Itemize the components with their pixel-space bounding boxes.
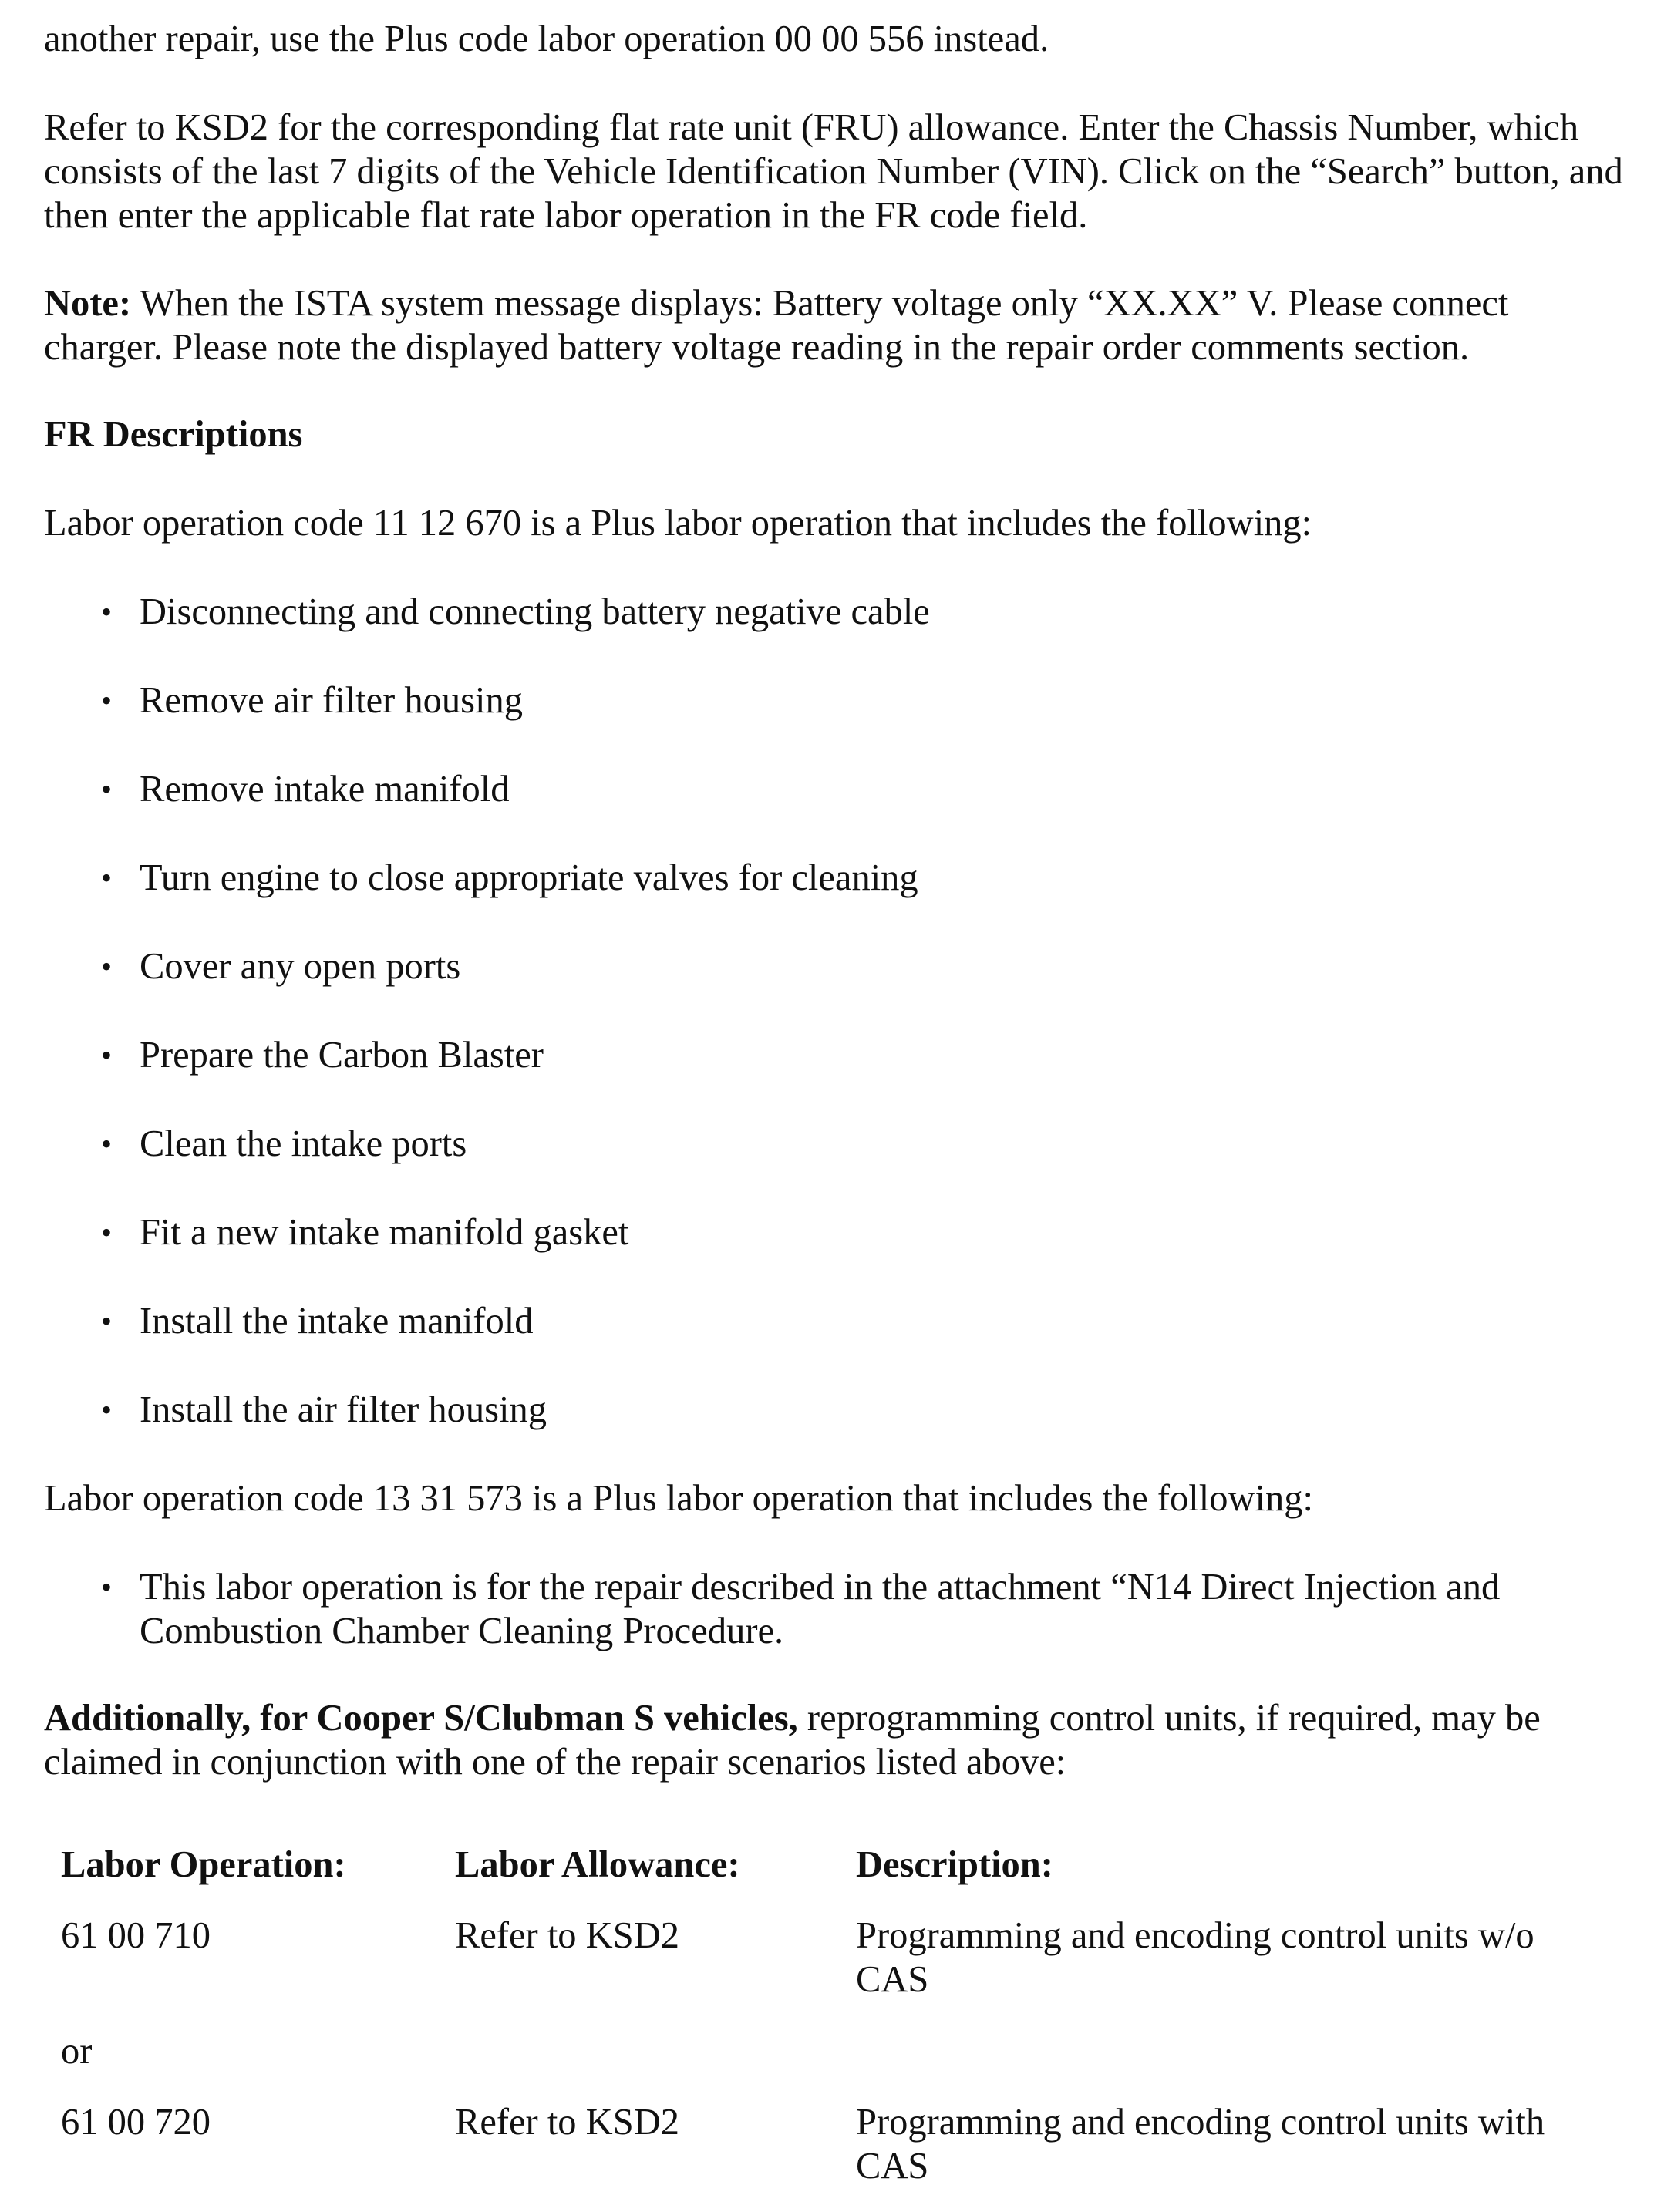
bullet-icon: • [101, 949, 113, 984]
additional-bold: Additionally, for Cooper S/Clubman S vehicles, [44, 1698, 798, 1739]
bullet-icon: • [101, 1126, 113, 1161]
table-cell-description: Programming and encoding control units with CAS [856, 2102, 1545, 2187]
bullet-icon: • [101, 1215, 113, 1250]
list-item: • Turn engine to close appropriate valves for cleaning [101, 857, 918, 898]
table-header-description: Description: [856, 1844, 1053, 1885]
table-header-labor-allowance: Labor Allowance: [455, 1844, 740, 1885]
table-cell-labor-allowance: Refer to KSD2 [455, 1915, 679, 1956]
list-item: • Prepare the Carbon Blaster [101, 1035, 544, 1076]
additional-paragraph [44, 1696, 1625, 1784]
list-item: • Fit a new intake manifold gasket [101, 1212, 629, 1253]
refer-paragraph: Refer to KSD2 for the corresponding flat rate unit (FRU) allowance. Enter the Chassis Number, which consists of the last 7 digits of the Vehicle Identification Number (VIN). Click on the “Search” button, and then enter the applicable flat rate labor operation in the FR code field. [44, 107, 1623, 236]
bullet-icon: • [101, 1304, 113, 1338]
note-label: Note: [44, 283, 132, 324]
table-separator-or: or [61, 2031, 93, 2072]
note-paragraph [44, 281, 1625, 369]
list-item: • Remove intake manifold [101, 769, 510, 810]
list-item: • Clean the intake ports [101, 1123, 467, 1164]
bullet-icon: • [101, 860, 113, 895]
additional-text: reprogramming control units, if required, may be claimed in conjunction with one of the repair scenarios listed above: [44, 1698, 1541, 1783]
fr-descriptions-heading: FR Descriptions [44, 414, 303, 455]
bullet-icon: • [101, 594, 113, 629]
bullet-icon: • [101, 1392, 113, 1427]
list-item: • Remove air filter housing [101, 680, 524, 721]
table-cell-labor-operation: 61 00 720 [61, 2102, 211, 2143]
table-cell-labor-allowance: Refer to KSD2 [455, 2102, 679, 2143]
list-item: • Disconnecting and connecting battery negative cable [101, 591, 930, 632]
bullet-icon: • [101, 772, 113, 806]
labor-op-2-intro: Labor operation code 13 31 573 is a Plus labor operation that includes the following: [44, 1478, 1313, 1519]
bullet-icon: • [101, 683, 113, 718]
list-item: • Install the intake manifold [101, 1301, 534, 1342]
table-cell-labor-operation: 61 00 710 [61, 1915, 211, 1956]
list-item: • Cover any open ports [101, 946, 461, 987]
list-item: • This labor operation is for the repair described in the attachment “N14 Direct Injection and Combustion Chamber Cleaning Procedure. [101, 1567, 1501, 1651]
labor-op-1-intro: Labor operation code 11 12 670 is a Plus labor operation that includes the following: [44, 503, 1312, 544]
bullet-icon: • [101, 1038, 113, 1072]
intro-paragraph: another repair, use the Plus code labor operation 00 00 556 instead. [44, 19, 1049, 59]
list-item: • Install the air filter housing [101, 1389, 547, 1430]
table-cell-description: Programming and encoding control units w/o CAS [856, 1915, 1534, 2000]
table-header-labor-operation: Labor Operation: [61, 1844, 346, 1885]
note-text: When the ISTA system message displays: Battery voltage only “XX.XX” V. Please connect charger. Please note the displayed battery voltage reading in the repair order comments section. [44, 283, 1509, 368]
bullet-icon: • [101, 1570, 113, 1604]
